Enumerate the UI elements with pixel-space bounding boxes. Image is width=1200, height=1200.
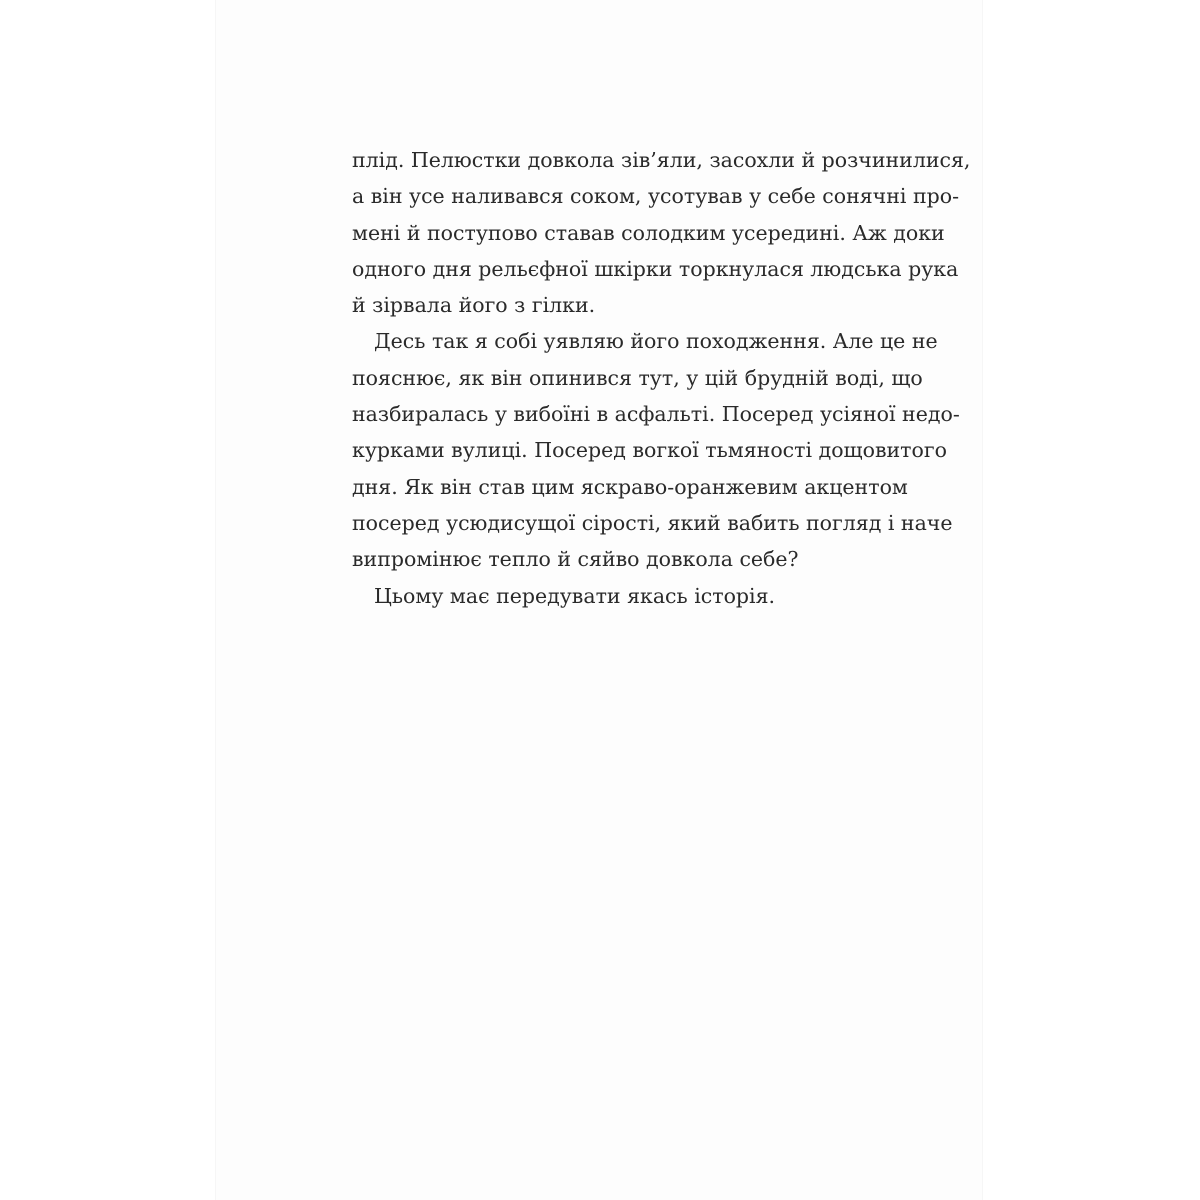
text-line: назбиралась у вибоїні в асфальті. Посеред усіяної недо- [352,402,960,427]
text-line: й зірвала його з гілки. [352,293,596,318]
text-line: а він усе наливався соком, усотував у себе сонячні про- [352,184,960,209]
page-body-text [352,142,971,614]
text-line: мені й поступово ставав солодким усередині. Аж доки [352,220,945,245]
text-line: Десь так я собі уявляю його походження. Але це не [374,329,938,354]
text-line: одного дня рельєфної шкірки торкнулася людська рука [352,256,959,281]
text-line: плід. Пелюстки довкола зів’яли, засохли й розчинилися, [352,148,971,172]
text-line: курками вулиці. Посеред вогкої тьмяності дощовитого [352,438,947,463]
text-line: посеред усюдисущої сірості, який вабить погляд і наче [352,510,953,535]
text-line: випромінює тепло й сяйво довкола себе? [352,547,799,572]
text-line: дня. Як він став цим яскраво-оранжевим акцентом [352,474,908,499]
text-line: Цьому має передувати якась історія. [374,583,776,608]
text-line: пояснює, як він опинився тут, у цій брудній воді, що [352,365,923,390]
